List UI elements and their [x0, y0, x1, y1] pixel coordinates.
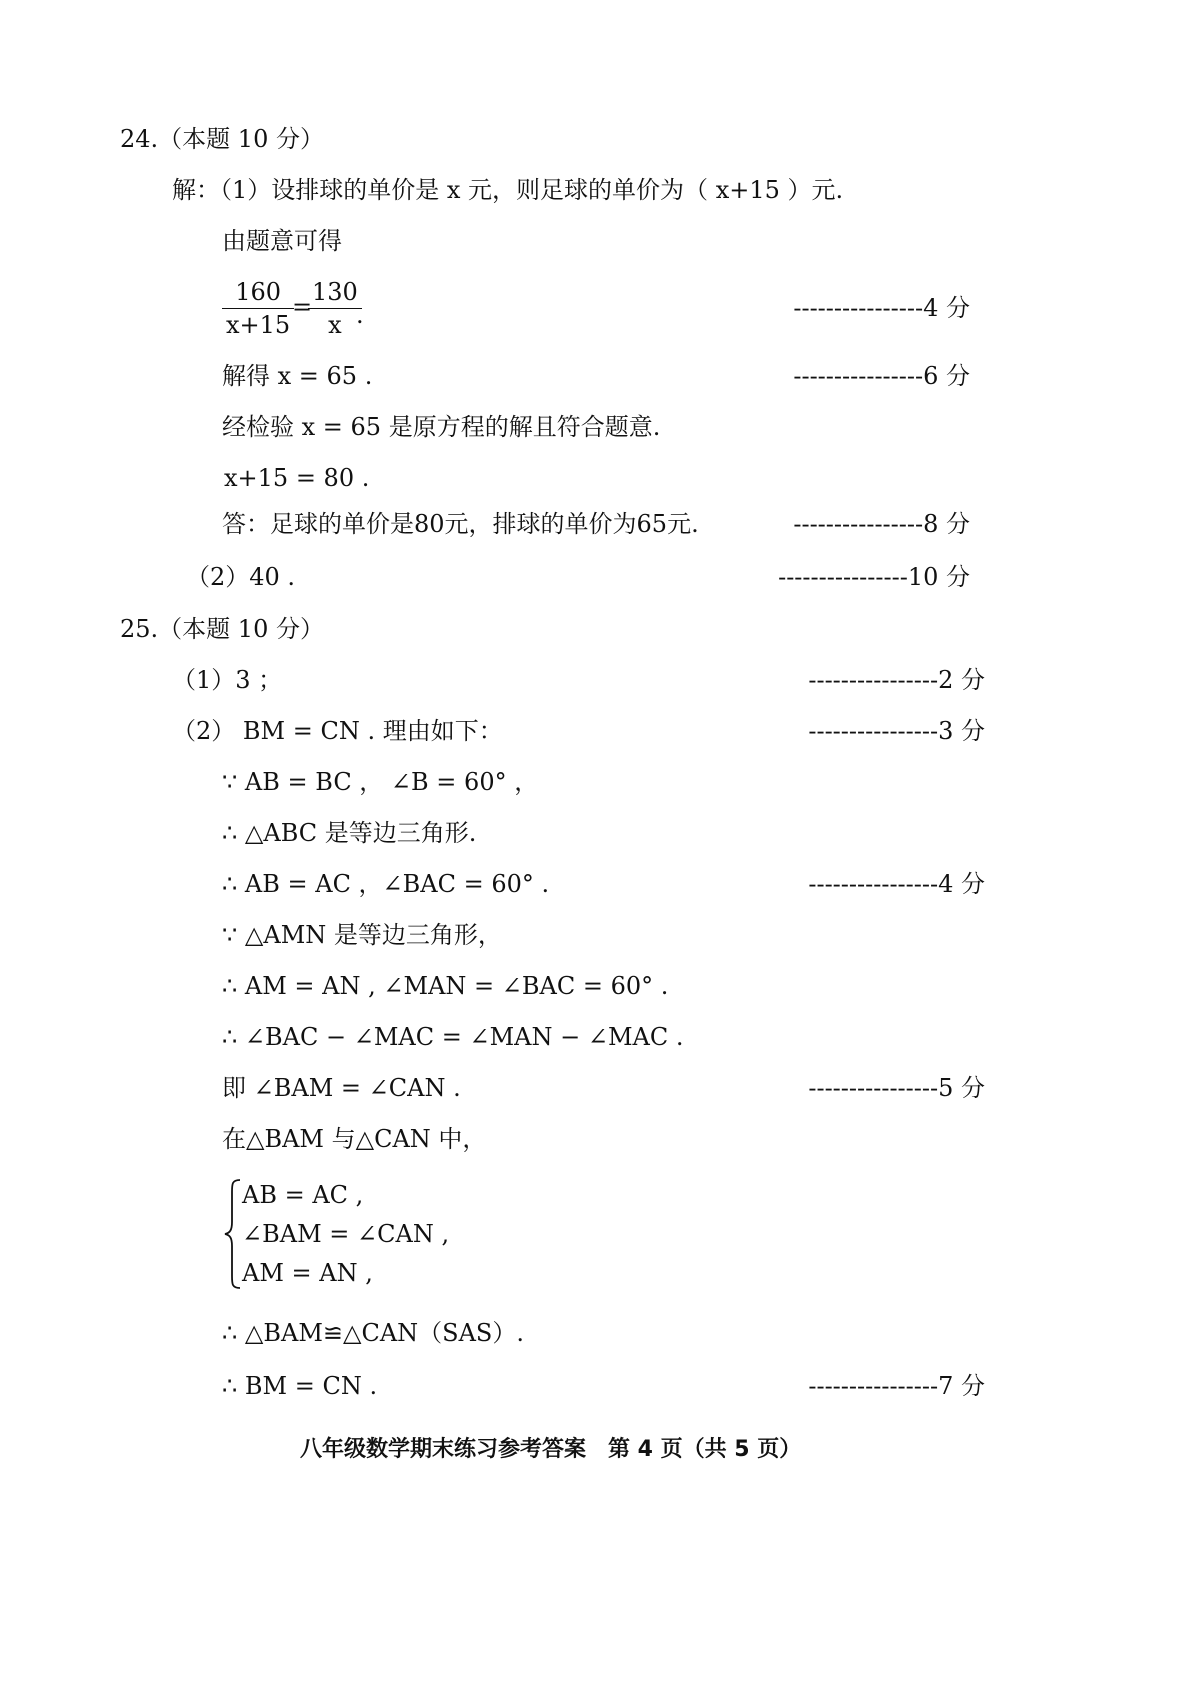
left-brace-icon [222, 1178, 244, 1290]
q25-line-3: ∵ AB = BC ， ∠B = 60° ， [222, 768, 539, 796]
q24-points-6: ----------------6 分 [793, 362, 970, 390]
page-footer: 八年级数学期末练习参考答案 第 4 页（共 5 页） [300, 1437, 802, 1462]
q24-line-6: x+15 = 80 . [224, 464, 370, 492]
q24-points-4: ----------------4 分 [793, 294, 970, 322]
q25-points-5: ----------------5 分 [808, 1074, 985, 1102]
q24-line-2: 由题意可得 [222, 227, 342, 255]
q24-fraction-equals: = [292, 293, 313, 321]
q25-header: 25.（本题 10 分） [120, 615, 324, 643]
q25-points-2: ----------------2 分 [808, 666, 985, 694]
q25-line-12: ∴ BM = CN . [222, 1372, 378, 1400]
q24-fraction-left [222, 276, 294, 341]
q24-line-7: 答：足球的单价是80元，排球的单价为65元. [222, 510, 699, 538]
q24-points-10: ----------------10 分 [778, 563, 970, 591]
q25-line-7: ∴ AM = AN , ∠MAN = ∠BAC = 60° . [222, 972, 669, 1000]
q25-line-5: ∴ AB = AC ，∠BAC = 60° . [222, 870, 550, 898]
fraction-numerator: 130 [308, 276, 362, 309]
q25-points-7: ----------------7 分 [808, 1372, 985, 1400]
q24-fraction-right [308, 276, 362, 341]
q24-line-1: 解：（1）设排球的单价是 x 元，则足球的单价为（ x+15 ）元. [172, 176, 844, 204]
fraction-denominator: x [328, 311, 342, 339]
q25-line-6: ∵ △AMN 是等边三角形， [222, 921, 502, 949]
q24-line-5: 经检验 x = 65 是原方程的解且符合题意. [222, 413, 661, 441]
q25-line-11: ∴ △BAM≌△CAN（SAS）. [222, 1319, 525, 1347]
q25-line-9: 即 ∠BAM = ∠CAN . [222, 1074, 461, 1102]
q24-line-8: （2）40 . [186, 563, 296, 591]
q24-line-4: 解得 x = 65 . [222, 362, 373, 390]
q25-line-2: （2） BM = CN . 理由如下： [172, 717, 503, 745]
q25-line-10: 在△BAM 与△CAN 中， [222, 1125, 487, 1153]
q24-header: 24.（本题 10 分） [120, 125, 324, 153]
q25-line-4: ∴ △ABC 是等边三角形. [222, 819, 477, 847]
fraction-numerator: 160 [222, 276, 294, 309]
q24-fraction-period: . [356, 301, 364, 329]
q24-points-8: ----------------8 分 [793, 510, 970, 538]
fraction-denominator: x+15 [226, 311, 291, 339]
system-equation-2: ∠BAM = ∠CAN , [242, 1220, 450, 1248]
q25-points-3: ----------------3 分 [808, 717, 985, 745]
q25-line-1: （1）3 ； [172, 666, 283, 694]
q25-points-4: ----------------4 分 [808, 870, 985, 898]
system-equation-1: AB = AC , [242, 1181, 364, 1209]
q25-line-8: ∴ ∠BAC − ∠MAC = ∠MAN − ∠MAC . [222, 1023, 684, 1051]
system-equation-3: AM = AN , [242, 1259, 373, 1287]
